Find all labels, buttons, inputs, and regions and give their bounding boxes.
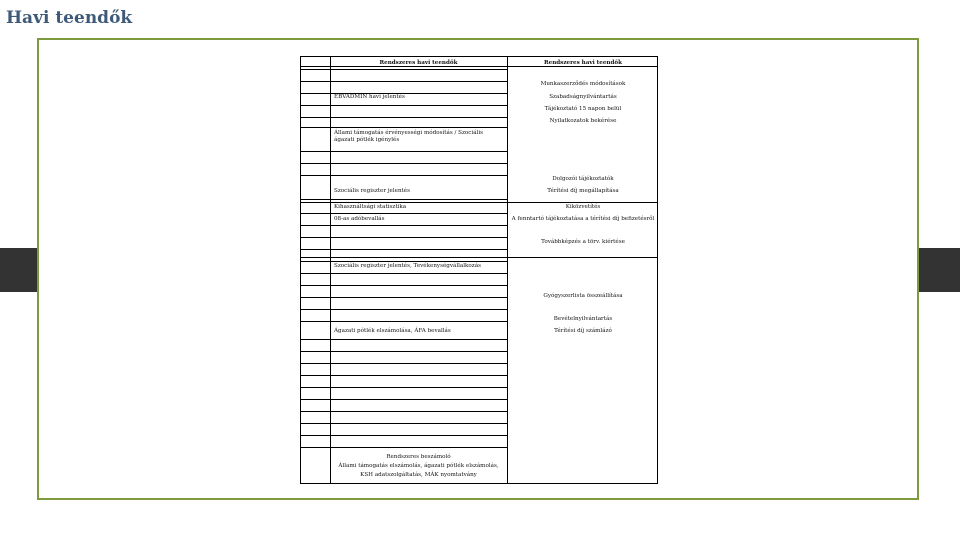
- left-task-item: Ágazati pótlék elszámolása, ÁFA bevallás: [334, 328, 451, 334]
- row-rule: [301, 199, 507, 200]
- right-task-item: Szabadságnyilvántartás: [549, 94, 617, 100]
- right-task-item: Tájékoztató 15 napon belül: [544, 106, 622, 112]
- left-task-item: EBVADMIN havi jelentés: [334, 94, 405, 100]
- row-rule: [301, 202, 657, 203]
- right-task-item: Dolgozói tájékoztatók: [552, 176, 614, 182]
- row-rule: [301, 151, 507, 152]
- right-task-item: Továbbképzés a törv. kiértése: [541, 239, 625, 245]
- right-task-item: Nyilatkozatok bekérése: [549, 118, 617, 124]
- row-number-divider: [330, 57, 331, 483]
- row-rule: [301, 225, 507, 226]
- left-task-item: 08-as adóbevallás: [334, 216, 385, 222]
- row-rule: [301, 105, 507, 106]
- row-rule: [301, 375, 507, 376]
- right-task-item: Kiközvetítés: [565, 204, 601, 210]
- row-rule: [301, 249, 507, 250]
- row-rule: [301, 423, 507, 424]
- row-rule: [301, 81, 507, 82]
- row-rule: [301, 261, 507, 262]
- row-rule: [301, 175, 507, 176]
- right-task-item: Bevételnyilvántartás: [553, 316, 613, 322]
- row-rule: [301, 257, 657, 258]
- left-column-header: Rendszeres havi teendők: [379, 60, 458, 66]
- left-task-item: Állami támogatás érvényességi módosítás / Szociális ágazati pótlék igénylés: [334, 130, 483, 143]
- row-rule: [301, 309, 507, 310]
- row-rule: [301, 363, 507, 364]
- right-task-item: Munkaszerződés módosítások: [540, 81, 626, 87]
- row-rule: [301, 285, 507, 286]
- left-task-item: Szociális regiszter jelentés, Tevékenységvállalkozás: [334, 263, 481, 269]
- monthly-tasks-table: [300, 56, 658, 484]
- row-rule: [301, 127, 507, 128]
- row-rule: [301, 213, 507, 214]
- right-task-item: Térítési díj megállapítása: [547, 188, 619, 194]
- row-rule: [301, 297, 507, 298]
- row-rule: [301, 163, 507, 164]
- row-rule: [301, 273, 507, 274]
- left-bottom-item: Állami támogatás elszámolás, ágazati pótlék elszámolás,: [338, 463, 499, 469]
- row-rule: [301, 435, 507, 436]
- row-rule: [301, 399, 507, 400]
- left-task-item: Szociális regiszter jelentés: [334, 188, 410, 194]
- left-task-item: Kihasználtsági statisztika: [334, 204, 407, 210]
- page-title: Havi teendők: [6, 8, 133, 28]
- row-rule: [301, 387, 507, 388]
- row-rule: [301, 411, 507, 412]
- right-column-header: Rendszeres havi teendők: [544, 60, 622, 66]
- row-rule: [301, 69, 507, 70]
- row-rule: [301, 321, 507, 322]
- row-rule: [301, 117, 507, 118]
- right-task-item: Gyógyszerlista összeállítása: [543, 293, 623, 299]
- right-task-item: Térítési díj számlázó: [554, 328, 612, 334]
- row-rule: [301, 447, 507, 448]
- left-bottom-item: Rendszeres beszámoló: [386, 454, 451, 460]
- row-rule: [301, 237, 507, 238]
- right-task-item: A fenntartó tájékoztatása a térítési díj befizetésről: [511, 216, 655, 222]
- row-rule: [301, 339, 507, 340]
- row-rule: [301, 351, 507, 352]
- left-bottom-item: KSH adatszolgáltatás, MÁK nyomtatvány: [360, 472, 477, 478]
